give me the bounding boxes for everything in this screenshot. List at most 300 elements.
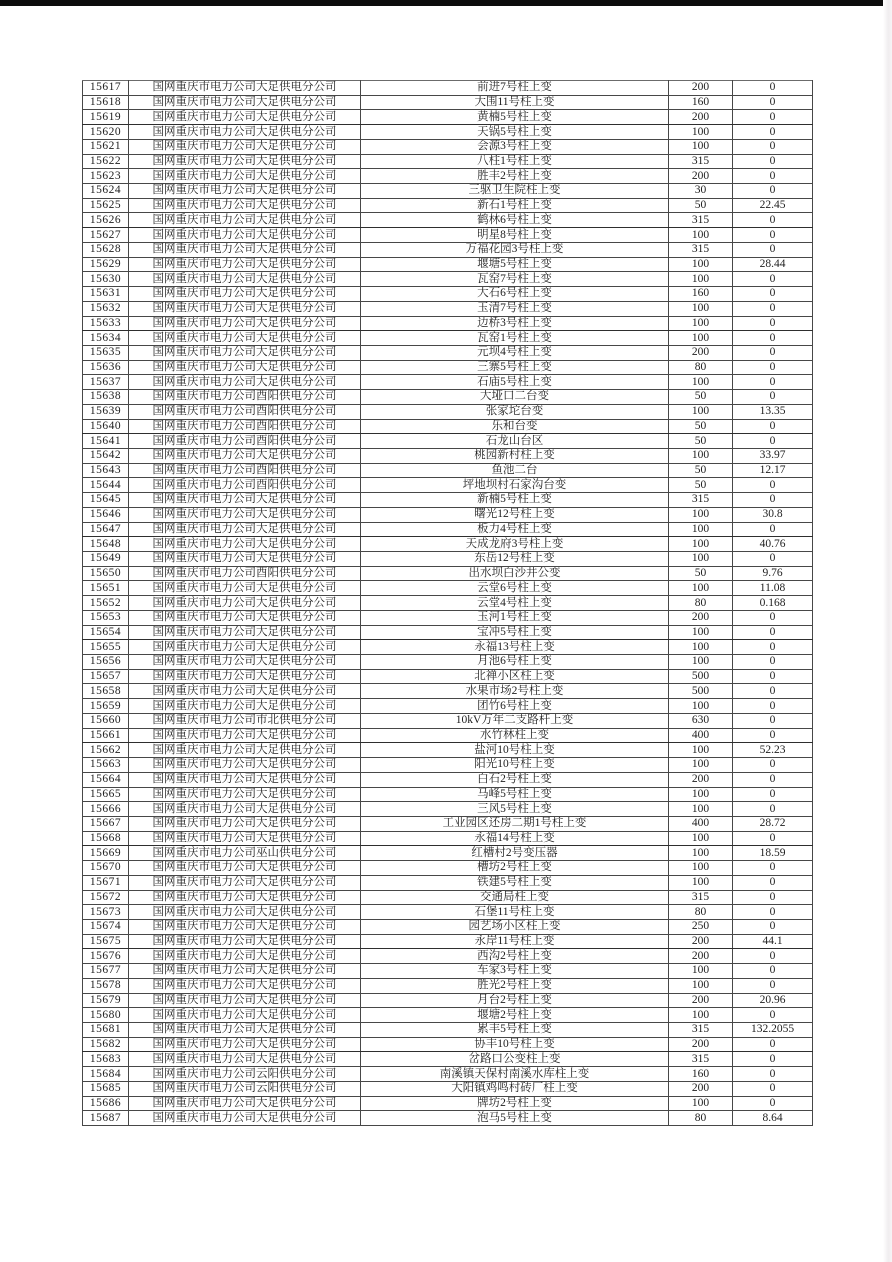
- capacity-cell: 100: [669, 272, 733, 287]
- device-name-cell: 玉河1号柱上变: [361, 610, 669, 625]
- value-cell: 0: [733, 1037, 813, 1052]
- device-name-cell: 西沟2号柱上变: [361, 949, 669, 964]
- table-row: [83, 596, 813, 611]
- company-cell: 国网重庆市电力公司大足供电分公司: [129, 610, 361, 625]
- company-cell: 国网重庆市电力公司市北供电分公司: [129, 713, 361, 728]
- table-row: [83, 478, 813, 493]
- table-row: [83, 375, 813, 390]
- table-row: [83, 846, 813, 861]
- value-cell: 0: [733, 890, 813, 905]
- device-name-cell: 马峰5号柱上变: [361, 787, 669, 802]
- table-row: [83, 625, 813, 640]
- company-cell: 国网重庆市电力公司大足供电分公司: [129, 816, 361, 831]
- records-table: [82, 80, 813, 1126]
- device-name-cell: 南溪镇天保村南溪水库柱上变: [361, 1067, 669, 1082]
- value-cell: 18.59: [733, 846, 813, 861]
- record-id-cell: 15682: [83, 1037, 129, 1052]
- table-row: [83, 566, 813, 581]
- value-cell: 0.168: [733, 596, 813, 611]
- device-name-cell: 堰塘2号柱上变: [361, 1008, 669, 1023]
- device-name-cell: 岔路口公变柱上变: [361, 1052, 669, 1067]
- device-name-cell: 万福花园3号柱上变: [361, 242, 669, 257]
- table-row: [83, 95, 813, 110]
- device-name-cell: 桃园新村柱上变: [361, 448, 669, 463]
- table-row: [83, 287, 813, 302]
- capacity-cell: 200: [669, 610, 733, 625]
- capacity-cell: 30: [669, 184, 733, 199]
- record-id-cell: 15678: [83, 978, 129, 993]
- device-name-cell: 交通局柱上变: [361, 890, 669, 905]
- record-id-cell: 15660: [83, 713, 129, 728]
- company-cell: 国网重庆市电力公司大足供电分公司: [129, 507, 361, 522]
- device-name-cell: 水果市场2号柱上变: [361, 684, 669, 699]
- capacity-cell: 100: [669, 699, 733, 714]
- capacity-cell: 315: [669, 154, 733, 169]
- capacity-cell: 200: [669, 1081, 733, 1096]
- capacity-cell: 100: [669, 522, 733, 537]
- company-cell: 国网重庆市电力公司大足供电分公司: [129, 625, 361, 640]
- device-name-cell: 泡马5号柱上变: [361, 1111, 669, 1126]
- device-name-cell: 累丰5号柱上变: [361, 1023, 669, 1038]
- company-cell: 国网重庆市电力公司大足供电分公司: [129, 154, 361, 169]
- record-id-cell: 15640: [83, 419, 129, 434]
- table-row: [83, 228, 813, 243]
- value-cell: 30.8: [733, 507, 813, 522]
- record-id-cell: 15630: [83, 272, 129, 287]
- record-id-cell: 15653: [83, 610, 129, 625]
- record-id-cell: 15618: [83, 95, 129, 110]
- value-cell: 0: [733, 640, 813, 655]
- company-cell: 国网重庆市电力公司大足供电分公司: [129, 81, 361, 96]
- capacity-cell: 50: [669, 478, 733, 493]
- device-name-cell: 盐河10号柱上变: [361, 743, 669, 758]
- table-row: [83, 242, 813, 257]
- value-cell: 52.23: [733, 743, 813, 758]
- record-id-cell: 15646: [83, 507, 129, 522]
- device-name-cell: 明星8号柱上变: [361, 228, 669, 243]
- company-cell: 国网重庆市电力公司大足供电分公司: [129, 537, 361, 552]
- device-name-cell: 云堂4号柱上变: [361, 596, 669, 611]
- record-id-cell: 15642: [83, 448, 129, 463]
- value-cell: 28.44: [733, 257, 813, 272]
- device-name-cell: 三寨5号柱上变: [361, 360, 669, 375]
- value-cell: 0: [733, 434, 813, 449]
- table-row: [83, 787, 813, 802]
- value-cell: 0: [733, 964, 813, 979]
- record-id-cell: 15663: [83, 758, 129, 773]
- record-id-cell: 15639: [83, 404, 129, 419]
- record-id-cell: 15676: [83, 949, 129, 964]
- capacity-cell: 200: [669, 949, 733, 964]
- table-row: [83, 272, 813, 287]
- company-cell: 国网重庆市电力公司大足供电分公司: [129, 934, 361, 949]
- capacity-cell: 80: [669, 360, 733, 375]
- company-cell: 国网重庆市电力公司大足供电分公司: [129, 110, 361, 125]
- record-id-cell: 15659: [83, 699, 129, 714]
- record-id-cell: 15667: [83, 816, 129, 831]
- company-cell: 国网重庆市电力公司大足供电分公司: [129, 596, 361, 611]
- device-name-cell: 新石1号柱上变: [361, 198, 669, 213]
- company-cell: 国网重庆市电力公司酉阳供电分公司: [129, 478, 361, 493]
- company-cell: 国网重庆市电力公司大足供电分公司: [129, 905, 361, 920]
- device-name-cell: 玉清7号柱上变: [361, 301, 669, 316]
- device-name-cell: 曙光12号柱上变: [361, 507, 669, 522]
- company-cell: 国网重庆市电力公司大足供电分公司: [129, 1052, 361, 1067]
- value-cell: 0: [733, 272, 813, 287]
- record-id-cell: 15617: [83, 81, 129, 96]
- capacity-cell: 100: [669, 787, 733, 802]
- table-row: [83, 861, 813, 876]
- device-name-cell: 黄楠5号柱上变: [361, 110, 669, 125]
- table-row: [83, 184, 813, 199]
- record-id-cell: 15634: [83, 331, 129, 346]
- table-row: [83, 743, 813, 758]
- value-cell: 0: [733, 154, 813, 169]
- company-cell: 国网重庆市电力公司大足供电分公司: [129, 228, 361, 243]
- capacity-cell: 315: [669, 1023, 733, 1038]
- company-cell: 国网重庆市电力公司大足供电分公司: [129, 875, 361, 890]
- company-cell: 国网重庆市电力公司酉阳供电分公司: [129, 419, 361, 434]
- table-row: [83, 154, 813, 169]
- value-cell: 0: [733, 905, 813, 920]
- capacity-cell: 100: [669, 301, 733, 316]
- capacity-cell: 315: [669, 890, 733, 905]
- company-cell: 国网重庆市电力公司大足供电分公司: [129, 699, 361, 714]
- record-id-cell: 15683: [83, 1052, 129, 1067]
- record-id-cell: 15631: [83, 287, 129, 302]
- table-row: [83, 1111, 813, 1126]
- device-name-cell: 石庙5号柱上变: [361, 375, 669, 390]
- device-name-cell: 大垭口二台变: [361, 390, 669, 405]
- record-id-cell: 15673: [83, 905, 129, 920]
- record-id-cell: 15627: [83, 228, 129, 243]
- company-cell: 国网重庆市电力公司酉阳供电分公司: [129, 566, 361, 581]
- capacity-cell: 50: [669, 463, 733, 478]
- value-cell: 0: [733, 699, 813, 714]
- capacity-cell: 100: [669, 507, 733, 522]
- value-cell: 0: [733, 919, 813, 934]
- record-id-cell: 15672: [83, 890, 129, 905]
- capacity-cell: 200: [669, 169, 733, 184]
- device-name-cell: 铁建5号柱上变: [361, 875, 669, 890]
- record-id-cell: 15650: [83, 566, 129, 581]
- company-cell: 国网重庆市电力公司大足供电分公司: [129, 640, 361, 655]
- device-name-cell: 板力4号柱上变: [361, 522, 669, 537]
- table-row: [83, 125, 813, 140]
- device-name-cell: 东岳12号柱上变: [361, 552, 669, 567]
- capacity-cell: 100: [669, 537, 733, 552]
- value-cell: 0: [733, 213, 813, 228]
- capacity-cell: 100: [669, 1008, 733, 1023]
- table-row: [83, 993, 813, 1008]
- record-id-cell: 15651: [83, 581, 129, 596]
- device-name-cell: 槽坊2号柱上变: [361, 861, 669, 876]
- capacity-cell: 50: [669, 198, 733, 213]
- record-id-cell: 15652: [83, 596, 129, 611]
- table-row: [83, 169, 813, 184]
- value-cell: 12.17: [733, 463, 813, 478]
- capacity-cell: 100: [669, 802, 733, 817]
- company-cell: 国网重庆市电力公司大足供电分公司: [129, 964, 361, 979]
- table-row: [83, 919, 813, 934]
- device-name-cell: 工业园区还房二期1号柱上变: [361, 816, 669, 831]
- value-cell: 0: [733, 978, 813, 993]
- company-cell: 国网重庆市电力公司大足供电分公司: [129, 125, 361, 140]
- table-row: [83, 1081, 813, 1096]
- device-name-cell: 石堡11号柱上变: [361, 905, 669, 920]
- device-name-cell: 胜光2号柱上变: [361, 978, 669, 993]
- company-cell: 国网重庆市电力公司大足供电分公司: [129, 242, 361, 257]
- value-cell: 0: [733, 758, 813, 773]
- company-cell: 国网重庆市电力公司大足供电分公司: [129, 95, 361, 110]
- device-name-cell: 三风5号柱上变: [361, 802, 669, 817]
- company-cell: 国网重庆市电力公司大足供电分公司: [129, 213, 361, 228]
- device-name-cell: 大围11号柱上变: [361, 95, 669, 110]
- value-cell: 0: [733, 493, 813, 508]
- record-id-cell: 15687: [83, 1111, 129, 1126]
- value-cell: 0: [733, 228, 813, 243]
- capacity-cell: 100: [669, 331, 733, 346]
- company-cell: 国网重庆市电力公司云阳供电分公司: [129, 1081, 361, 1096]
- device-name-cell: 胜丰2号柱上变: [361, 169, 669, 184]
- capacity-cell: 200: [669, 1037, 733, 1052]
- capacity-cell: 200: [669, 345, 733, 360]
- table-row: [83, 964, 813, 979]
- record-id-cell: 15625: [83, 198, 129, 213]
- value-cell: 0: [733, 125, 813, 140]
- value-cell: 0: [733, 1052, 813, 1067]
- value-cell: 0: [733, 655, 813, 670]
- table-row: [83, 463, 813, 478]
- company-cell: 国网重庆市电力公司大足供电分公司: [129, 552, 361, 567]
- company-cell: 国网重庆市电力公司大足供电分公司: [129, 198, 361, 213]
- value-cell: 0: [733, 301, 813, 316]
- company-cell: 国网重庆市电力公司大足供电分公司: [129, 1008, 361, 1023]
- table-row: [83, 301, 813, 316]
- device-name-cell: 鹤林6号柱上变: [361, 213, 669, 228]
- company-cell: 国网重庆市电力公司大足供电分公司: [129, 184, 361, 199]
- table-row: [83, 1008, 813, 1023]
- record-id-cell: 15622: [83, 154, 129, 169]
- company-cell: 国网重庆市电力公司大足供电分公司: [129, 345, 361, 360]
- record-id-cell: 15633: [83, 316, 129, 331]
- table-row: [83, 404, 813, 419]
- table-row: [83, 581, 813, 596]
- record-id-cell: 15670: [83, 861, 129, 876]
- table-row: [83, 949, 813, 964]
- value-cell: 0: [733, 1067, 813, 1082]
- record-id-cell: 15644: [83, 478, 129, 493]
- record-id-cell: 15666: [83, 802, 129, 817]
- capacity-cell: 50: [669, 390, 733, 405]
- value-cell: 0: [733, 802, 813, 817]
- record-id-cell: 15643: [83, 463, 129, 478]
- value-cell: 0: [733, 610, 813, 625]
- capacity-cell: 100: [669, 743, 733, 758]
- company-cell: 国网重庆市电力公司大足供电分公司: [129, 287, 361, 302]
- device-name-cell: 车家3号柱上变: [361, 964, 669, 979]
- device-name-cell: 协丰10号柱上变: [361, 1037, 669, 1052]
- table-row: [83, 978, 813, 993]
- value-cell: 0: [733, 861, 813, 876]
- page-top-rule: [0, 0, 892, 6]
- capacity-cell: 250: [669, 919, 733, 934]
- table-row: [83, 699, 813, 714]
- capacity-cell: 100: [669, 316, 733, 331]
- record-id-cell: 15656: [83, 655, 129, 670]
- record-id-cell: 15626: [83, 213, 129, 228]
- record-id-cell: 15657: [83, 669, 129, 684]
- company-cell: 国网重庆市电力公司大足供电分公司: [129, 448, 361, 463]
- capacity-cell: 100: [669, 655, 733, 670]
- table-row: [83, 1052, 813, 1067]
- company-cell: 国网重庆市电力公司大足供电分公司: [129, 787, 361, 802]
- capacity-cell: 100: [669, 581, 733, 596]
- record-id-cell: 15679: [83, 993, 129, 1008]
- capacity-cell: 100: [669, 1096, 733, 1111]
- table-row: [83, 198, 813, 213]
- device-name-cell: 北禅小区柱上变: [361, 669, 669, 684]
- device-name-cell: 元坝4号柱上变: [361, 345, 669, 360]
- device-name-cell: 永岸11号柱上变: [361, 934, 669, 949]
- device-name-cell: 永福14号柱上变: [361, 831, 669, 846]
- record-id-cell: 15654: [83, 625, 129, 640]
- device-name-cell: 永福13号柱上变: [361, 640, 669, 655]
- device-name-cell: 出水坝白沙井公变: [361, 566, 669, 581]
- table-row: [83, 610, 813, 625]
- capacity-cell: 100: [669, 758, 733, 773]
- record-id-cell: 15645: [83, 493, 129, 508]
- company-cell: 国网重庆市电力公司巫山供电分公司: [129, 846, 361, 861]
- value-cell: 0: [733, 713, 813, 728]
- record-id-cell: 15636: [83, 360, 129, 375]
- value-cell: 8.64: [733, 1111, 813, 1126]
- value-cell: 0: [733, 875, 813, 890]
- capacity-cell: 100: [669, 846, 733, 861]
- value-cell: 0: [733, 1096, 813, 1111]
- table-row: [83, 905, 813, 920]
- capacity-cell: 80: [669, 596, 733, 611]
- record-id-cell: 15619: [83, 110, 129, 125]
- value-cell: 0: [733, 390, 813, 405]
- capacity-cell: 400: [669, 728, 733, 743]
- company-cell: 国网重庆市电力公司大足供电分公司: [129, 993, 361, 1008]
- capacity-cell: 100: [669, 257, 733, 272]
- table-row: [83, 1037, 813, 1052]
- value-cell: 0: [733, 375, 813, 390]
- value-cell: 0: [733, 287, 813, 302]
- table-row: [83, 669, 813, 684]
- device-name-cell: 阳光10号柱上变: [361, 758, 669, 773]
- capacity-cell: 630: [669, 713, 733, 728]
- value-cell: 0: [733, 949, 813, 964]
- device-name-cell: 堰塘5号柱上变: [361, 257, 669, 272]
- capacity-cell: 315: [669, 213, 733, 228]
- capacity-cell: 315: [669, 242, 733, 257]
- company-cell: 国网重庆市电力公司大足供电分公司: [129, 949, 361, 964]
- record-id-cell: 15621: [83, 139, 129, 154]
- record-id-cell: 15677: [83, 964, 129, 979]
- company-cell: 国网重庆市电力公司大足供电分公司: [129, 861, 361, 876]
- capacity-cell: 100: [669, 125, 733, 140]
- table-row: [83, 875, 813, 890]
- value-cell: 0: [733, 728, 813, 743]
- value-cell: 0: [733, 1081, 813, 1096]
- value-cell: 0: [733, 831, 813, 846]
- company-cell: 国网重庆市电力公司云阳供电分公司: [129, 1067, 361, 1082]
- record-id-cell: 15647: [83, 522, 129, 537]
- value-cell: 0: [733, 316, 813, 331]
- value-cell: 0: [733, 81, 813, 96]
- table-row: [83, 728, 813, 743]
- capacity-cell: 315: [669, 493, 733, 508]
- device-name-cell: 张家坨台变: [361, 404, 669, 419]
- company-cell: 国网重庆市电力公司大足供电分公司: [129, 655, 361, 670]
- table-row: [83, 1096, 813, 1111]
- table-row: [83, 1067, 813, 1082]
- record-id-cell: 15628: [83, 242, 129, 257]
- device-name-cell: 石龙山台区: [361, 434, 669, 449]
- table-row: [83, 713, 813, 728]
- record-id-cell: 15637: [83, 375, 129, 390]
- record-id-cell: 15684: [83, 1067, 129, 1082]
- record-id-cell: 15649: [83, 552, 129, 567]
- table-row: [83, 316, 813, 331]
- device-name-cell: 园艺场小区柱上变: [361, 919, 669, 934]
- table-row: [83, 758, 813, 773]
- record-id-cell: 15662: [83, 743, 129, 758]
- value-cell: 0: [733, 419, 813, 434]
- capacity-cell: 80: [669, 1111, 733, 1126]
- capacity-cell: 100: [669, 404, 733, 419]
- capacity-cell: 100: [669, 448, 733, 463]
- table-row: [83, 537, 813, 552]
- value-cell: 0: [733, 669, 813, 684]
- company-cell: 国网重庆市电力公司酉阳供电分公司: [129, 434, 361, 449]
- record-id-cell: 15638: [83, 390, 129, 405]
- capacity-cell: 100: [669, 831, 733, 846]
- company-cell: 国网重庆市电力公司大足供电分公司: [129, 978, 361, 993]
- capacity-cell: 160: [669, 95, 733, 110]
- capacity-cell: 100: [669, 978, 733, 993]
- company-cell: 国网重庆市电力公司大足供电分公司: [129, 669, 361, 684]
- record-id-cell: 15635: [83, 345, 129, 360]
- record-id-cell: 15671: [83, 875, 129, 890]
- device-name-cell: 坪地坝村石家沟台变: [361, 478, 669, 493]
- company-cell: 国网重庆市电力公司大足供电分公司: [129, 684, 361, 699]
- device-name-cell: 10kV万年二支路杆上变: [361, 713, 669, 728]
- record-id-cell: 15668: [83, 831, 129, 846]
- company-cell: 国网重庆市电力公司酉阳供电分公司: [129, 463, 361, 478]
- capacity-cell: 100: [669, 552, 733, 567]
- value-cell: 9.76: [733, 566, 813, 581]
- capacity-cell: 80: [669, 905, 733, 920]
- table-row: [83, 802, 813, 817]
- capacity-cell: 50: [669, 566, 733, 581]
- table-row: [83, 507, 813, 522]
- device-name-cell: 大石6号柱上变: [361, 287, 669, 302]
- company-cell: 国网重庆市电力公司大足供电分公司: [129, 257, 361, 272]
- capacity-cell: 160: [669, 1067, 733, 1082]
- capacity-cell: 400: [669, 816, 733, 831]
- record-id-cell: 15685: [83, 1081, 129, 1096]
- company-cell: 国网重庆市电力公司大足供电分公司: [129, 743, 361, 758]
- table-row: [83, 434, 813, 449]
- capacity-cell: 200: [669, 110, 733, 125]
- capacity-cell: 50: [669, 434, 733, 449]
- value-cell: 40.76: [733, 537, 813, 552]
- company-cell: 国网重庆市电力公司大足供电分公司: [129, 1037, 361, 1052]
